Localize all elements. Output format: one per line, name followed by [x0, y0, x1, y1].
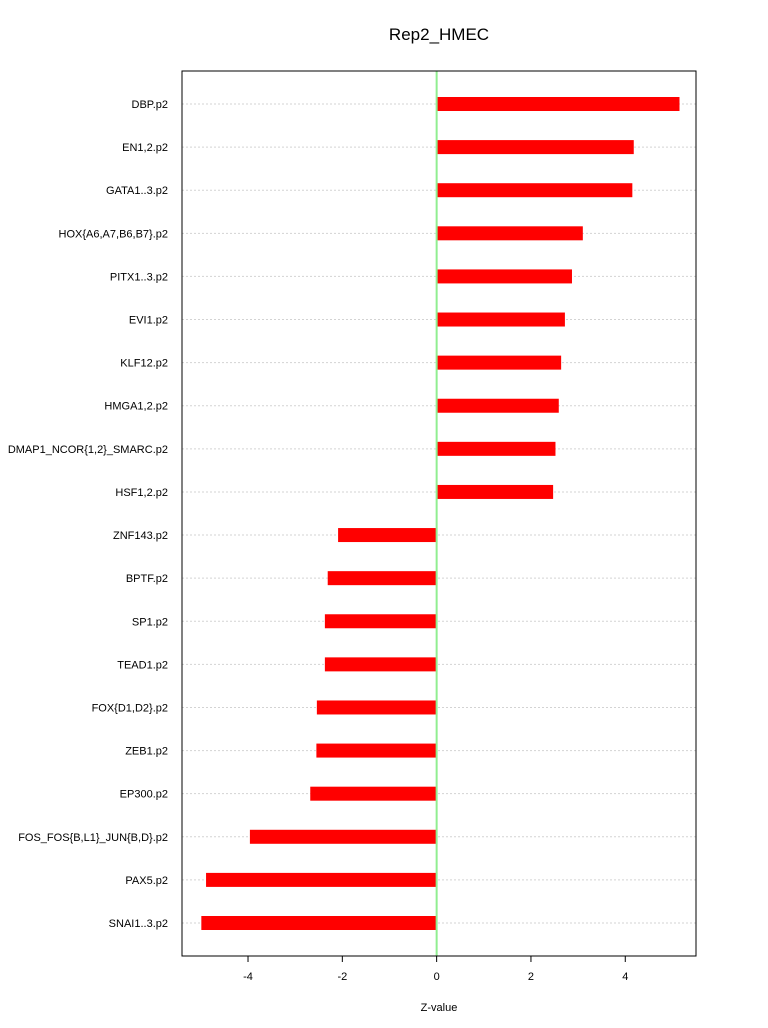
bar: [250, 830, 437, 844]
bar: [201, 916, 436, 930]
category-label: BPTF.p2: [125, 573, 168, 586]
bar: [437, 485, 553, 499]
bar: [437, 269, 572, 283]
category-label: HSF1,2.p2: [115, 486, 168, 499]
bar: [437, 442, 556, 456]
bar: [316, 744, 436, 758]
x-tick-label: -2: [337, 971, 348, 983]
category-label: EVI1.p2: [128, 314, 168, 327]
bar: [317, 700, 437, 714]
x-tick-label: 0: [433, 971, 440, 983]
x-tick-label: 4: [622, 971, 629, 983]
bar: [206, 873, 437, 887]
bar: [437, 313, 565, 327]
category-label: SP1.p2: [131, 616, 168, 629]
chart-title: Rep2_HMEC: [388, 25, 490, 44]
category-label: PAX5.p2: [125, 874, 168, 887]
category-label: ZNF143.p2: [112, 530, 168, 543]
bar: [328, 571, 437, 585]
x-tick-label: 2: [527, 971, 535, 983]
bars: [201, 97, 679, 930]
category-label: KLF12.p2: [120, 357, 168, 370]
x-tick-label: -4: [243, 971, 253, 983]
category-label: GATA1..3.p2: [106, 185, 168, 198]
x-axis: [243, 956, 628, 983]
category-label: DMAP1_NCOR{1,2}_SMARC.p2: [7, 443, 168, 456]
category-label: HMGA1,2.p2: [104, 400, 168, 413]
bar: [437, 183, 633, 197]
bar: [437, 226, 583, 240]
bar: [338, 528, 437, 542]
category-label: PITX1..3.p2: [109, 271, 168, 284]
category-label: FOX{D1,D2}.p2: [91, 702, 168, 715]
category-label: SNAI1..3.p2: [108, 918, 168, 930]
category-label: DBP.p2: [131, 99, 168, 111]
category-label: HOX{A6,A7,B6,B7}.p2: [58, 228, 168, 241]
category-label: EP300.p2: [119, 788, 168, 801]
bar: [437, 140, 634, 154]
x-axis-label: Z-value: [420, 1002, 458, 1014]
plot-frame: [182, 71, 696, 956]
category-label: FOS_FOS{B,L1}_JUN{B,D}.p2: [18, 831, 168, 844]
bar: [437, 356, 561, 370]
bar: [437, 399, 559, 413]
category-label: EN1,2.p2: [122, 142, 168, 155]
bar: [310, 787, 436, 801]
category-label: TEAD1.p2: [117, 659, 168, 672]
category-labels: [8, 99, 168, 930]
bar: [437, 97, 680, 111]
category-label: ZEB1.p2: [125, 745, 168, 758]
bar: [325, 657, 437, 671]
bar: [325, 614, 437, 628]
